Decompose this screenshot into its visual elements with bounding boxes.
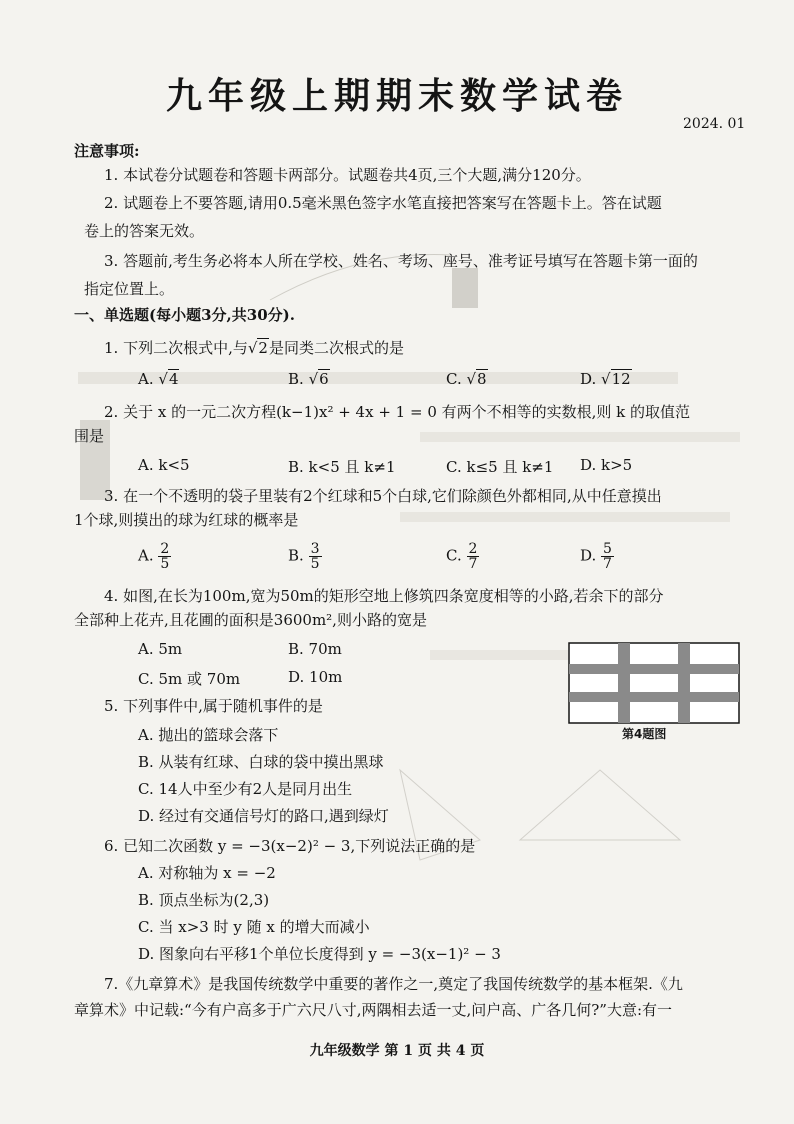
exam-date: 2024. 01 (683, 116, 746, 132)
question-2-option-a: A. k<5 (138, 456, 190, 474)
question-6-option-d: D. 图象向右平移1个单位长度得到 y = −3(x−1)² − 3 (138, 945, 501, 963)
question-2-stem: 2. 关于 x 的一元二次方程(k−1)x² + 4x + 1 = 0 有两个不相等的实数根,则 k 的取值范 (104, 403, 691, 421)
question-6-option-c: C. 当 x>3 时 y 随 x 的增大而减小 (138, 918, 370, 936)
question-1-option-b: B. √6 (288, 370, 329, 388)
exam-title: 九年级上期期末数学试卷 (165, 76, 628, 117)
question-1-stem: 1. 下列二次根式中,与√2是同类二次根式的是 (104, 339, 404, 357)
page-footer: 九年级数学 第 1 页 共 4 页 (309, 1043, 485, 1059)
question-4-stem-cont: 全部种上花卉,且花圃的面积是3600m²,则小路的宽是 (74, 611, 427, 629)
question-5-option-a: A. 抛出的篮球会落下 (138, 726, 279, 744)
question-1-option-c: C. √8 (446, 370, 487, 388)
question-7-line-2: 章算术》中记载:“今有户高多于广六尺八寸,两隅相去适一丈,问户高、广各几何?”大意:有一 (74, 1001, 673, 1019)
note-1: 1. 本试卷分试题卷和答题卡两部分。试题卷共4页,三个大题,满分120分。 (104, 166, 591, 184)
question-6-option-b: B. 顶点坐标为(2,3) (138, 891, 270, 909)
section-heading: 一、单选题(每小题3分,共30分). (74, 306, 295, 324)
note-2: 2. 试题卷上不要答题,请用0.5毫米黑色签字水笔直接把答案写在答题卡上。答在试题 (104, 194, 662, 212)
question-4-option-d: D. 10m (288, 668, 343, 686)
question-2-option-d: D. k>5 (580, 456, 633, 474)
question-2-option-c: C. k≤5 且 k≠1 (446, 458, 554, 476)
question-1-option-a: A. √4 (138, 370, 179, 388)
question-3-stem-cont: 1个球,则摸出的球为红球的概率是 (74, 511, 299, 529)
question-4-option-b: B. 70m (288, 640, 342, 658)
question-4-option-a: A. 5m (138, 640, 183, 658)
question-6-stem: 6. 已知二次函数 y = −3(x−2)² − 3,下列说法正确的是 (104, 837, 476, 855)
question-3-option-b: B. $\frac{3}{5}$ (288, 541, 320, 572)
question-5-stem: 5. 下列事件中,属于随机事件的是 (104, 697, 323, 715)
question-7-line-1: 7.《九章算术》是我国传统数学中重要的著作之一,奠定了我国传统数学的基本框架.《九 (104, 975, 683, 993)
question-3-stem: 3. 在一个不透明的袋子里装有2个红球和5个白球,它们除颜色外都相同,从中任意摸出 (104, 487, 662, 505)
question-4-figure (568, 642, 740, 724)
question-2-stem-cont: 围是 (74, 427, 105, 445)
question-5-option-c: C. 14人中至少有2人是同月出生 (138, 780, 353, 798)
question-5-option-b: B. 从装有红球、白球的袋中摸出黑球 (138, 753, 384, 771)
question-4-option-c: C. 5m 或 70m (138, 670, 241, 688)
question-6-option-a: A. 对称轴为 x = −2 (138, 864, 276, 882)
question-3-option-c: C. $\frac{2}{7}$ (446, 541, 478, 572)
question-5-option-d: D. 经过有交通信号灯的路口,遇到绿灯 (138, 807, 389, 825)
note-2-cont: 卷上的答案无效。 (84, 222, 205, 240)
note-3: 3. 答题前,考生务必将本人所在学校、姓名、考场、座号、准考证号填写在答题卡第一面的 (104, 252, 698, 270)
question-4-figure-caption: 第4题图 (622, 727, 667, 741)
question-2-option-b: B. k<5 且 k≠1 (288, 458, 396, 476)
question-1-option-d: D. √12 (580, 370, 631, 388)
question-3-option-d: D. $\frac{5}{7}$ (580, 541, 612, 572)
question-4-stem: 4. 如图,在长为100m,宽为50m的矩形空地上修筑四条宽度相等的小路,若余下的部分 (104, 587, 664, 605)
notes-heading: 注意事项: (74, 142, 140, 160)
note-3-cont: 指定位置上。 (84, 280, 175, 298)
question-3-option-a: A. $\frac{2}{5}$ (138, 541, 170, 572)
